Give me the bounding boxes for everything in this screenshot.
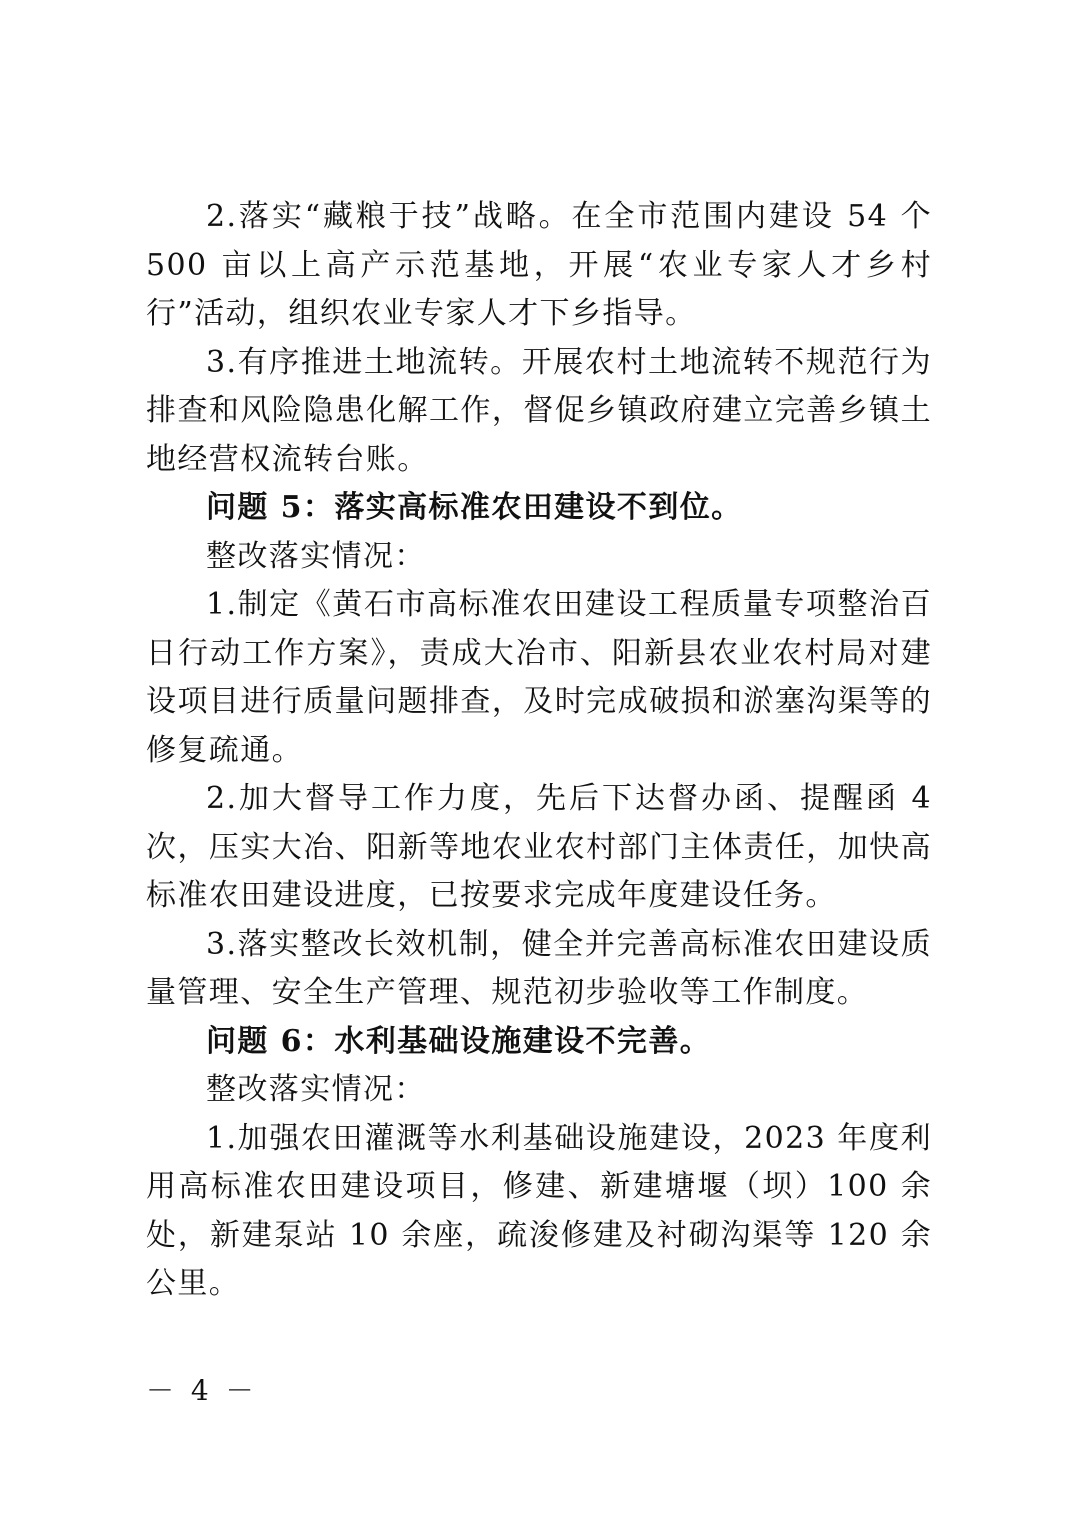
paragraph-farmland-plan: 1.制定《黄石市高标准农田建设工程质量专项整治百日行动工作方案》，责成大冶市、阳新县农业农村局对建设项目进行质量问题排查，及时完成破损和淤塞沟渠等的修复疏通。 xyxy=(146,587,932,768)
issue-6-heading: 问题 6：水利基础设施建设不完善。 xyxy=(206,1023,712,1059)
rectification-status-label-5: 整改落实情况： xyxy=(206,538,426,574)
page-number: － 4 － xyxy=(146,1374,258,1407)
paragraph-supervision: 2.加大督导工作力度，先后下达督办函、提醒函 4 次，压实大冶、阳新等地农业农村部门主体责任，加快高标准农田建设进度，已按要求完成年度建设任务。 xyxy=(146,781,932,913)
issue-5-heading: 问题 5：落实高标准农田建设不到位。 xyxy=(206,490,743,525)
document-body xyxy=(146,193,932,1309)
paragraph-long-term-mechanism: 3.落实整改长效机制，健全并完善高标准农田建设质量管理、安全生产管理、规范初步验收等工作制度。 xyxy=(146,926,932,1010)
paragraph-land-transfer: 3.有序推进土地流转。开展农村土地流转不规范行为排查和风险隐患化解工作，督促乡镇政府建立完善乡镇土地经营权流转台账。 xyxy=(146,344,932,477)
rectification-status-label-6: 整改落实情况： xyxy=(206,1072,426,1107)
paragraph-grain-tech-strategy: 2.落实“藏粮于技”战略。在全市范围内建设 54 个 500 亩以上高产示范基地，开展“农业专家人才乡村行”活动，组织农业专家人才下乡指导。 xyxy=(146,199,932,331)
paragraph-irrigation-construction: 1.加强农田灌溉等水利基础设施建设，2023 年度利用高标准农田建设项目，修建、新建塘堰（坝）100 余处，新建泵站 10 余座，疏浚修建及衬砌沟渠等 120 余公里。 xyxy=(146,1120,932,1301)
